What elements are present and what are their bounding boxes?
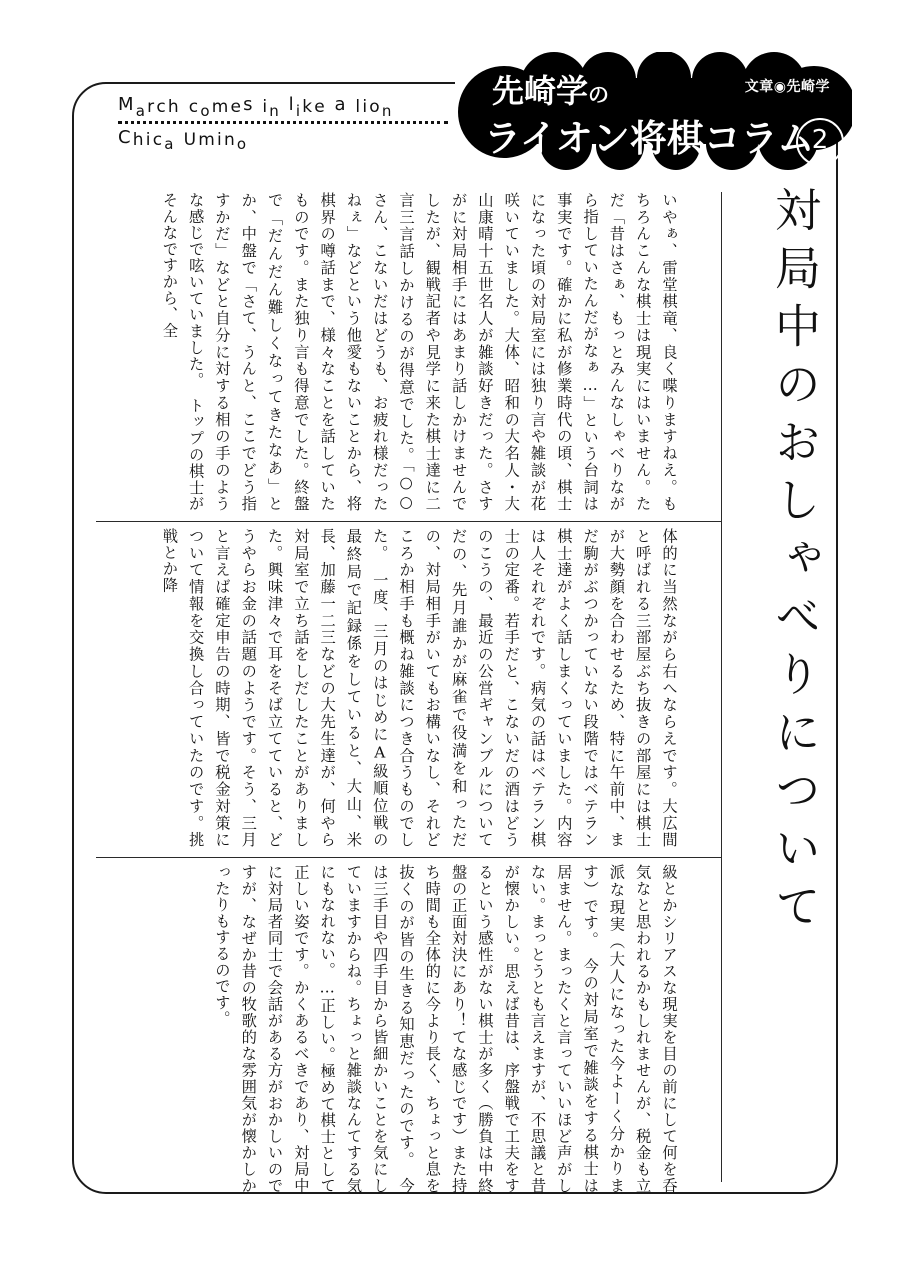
- masthead-particle: の: [588, 82, 610, 107]
- body-text-3: 級とかシリアスな現実を目の前にして何を呑気なと思われるかもしれませんが、税金も立派な現実（大人になった今よーく分かります）です。 今の対局室で雑談をする棋士は居ません。まったくと言っていいほど声がしない。まっとうとも言えますが、不思議と昔が懐かしい。思えば昔は、序盤戦で工夫をするという感性がない棋士が多く（勝負は中終盤の正面対決にあり！てな感じです）また持ち時間も全体的に今より長く、ちょっと息を抜くのが皆の生きる知恵だったのです。 今は三手目や四手目から皆細かいことを気にしていますからね。ちょっと雑談なんてする気にもなれない。…正しい。極めて棋士として正しい姿です。かくあるべきであり、対局中に対局者同士で会話がある方がおかしいのですが、なぜか昔の牧歌的な雰囲気が懐かしかったりもするのです。: [212, 864, 678, 1194]
- title-separator-rule: [721, 192, 722, 1182]
- masthead-author: 先崎学: [492, 72, 589, 110]
- body-section-3: [96, 864, 682, 1194]
- article-title: 対局中のおしゃべりについて: [768, 186, 822, 940]
- section-divider-2: [96, 857, 722, 858]
- body-columns-1: [96, 192, 682, 512]
- series-english-title: March comes in like a lion: [118, 94, 394, 120]
- masthead-line2: ライオン将棋コラム: [484, 117, 815, 160]
- masthead-byline: 文章◉先崎学: [744, 79, 830, 95]
- section-divider-1: [96, 521, 722, 522]
- episode-number-badge: 2: [796, 118, 844, 166]
- masthead-line1: [492, 66, 609, 112]
- body-text-2: 体的に当然ながら右へならえです。大広間と呼ばれる三部屋ぶち抜きの部屋には棋士が大勢顔を合わせるため、特に午前中、まだ駒がぶつかっていない段階ではベテラン棋士達がよく話しまくっていました。内容は人それぞれです。病気の話はベテラン棋士の定番。若手だと、こないだの酒はどうのこうの、最近の公営ギャンブルについてだの、先月誰かが麻雀で役満を和っただの、対局相手がいてもお構いなし、それどころか相手も概ね雑談につき合うものでした。 一度、三月のはじめにA級順位戦の最終局で記録係をしていると、大山、米長、加藤一二三などの大先生達が、何やら対局室で立ち話をしだしたことがありました。興味津々で耳をそば立てていると、どうやらお金の話題のようです。そう、三月と言えば確定申告の時期、皆で税金対策について情報を交換し合っていたのです。挑戦とか降: [160, 528, 678, 848]
- masthead-blob: [458, 52, 852, 170]
- body-text-1: いやぁ、雷堂棋竜、良く喋りますねえ。もちろんこんな棋士は現実にはいません。ただ「昔はさぁ、もっとみんなしゃべりながら指していたんだがなぁ…」という台詞は事実です。確かに私が修業時代の頃、棋士になった頃の対局室には独り言や雑談が花咲いていました。大体、昭和の大名人・大山康晴十五世名人が雑談好きだった。さすがに対局相手にはあまり話しかけませんでしたが、観戦記者や見学に来た棋士達に二言三言話しかけるのが得意でした。「○○さん、こないだはどうも、お疲れ様だったねぇ」などという他愛もないことから、将棋界の噂話まで、様々なことを話していたものです。また独り言も得意でした。終盤で「だんだん難しくなってきたなあ」とか、中盤で「さて、うんと、ここでどう指すかだ」などと自分に対する相の手のような感じで呟いていました。 トップの棋士がそんなですから、全: [160, 192, 678, 512]
- series-heading: [118, 94, 448, 153]
- masthead-text-group: [478, 66, 838, 158]
- body-columns-2: [96, 528, 682, 848]
- body-section-2: [96, 528, 682, 848]
- body-section-1: [96, 192, 682, 512]
- series-divider: [118, 121, 448, 124]
- series-author-name: Chica Umino: [118, 127, 249, 153]
- body-columns-3: [96, 864, 682, 1194]
